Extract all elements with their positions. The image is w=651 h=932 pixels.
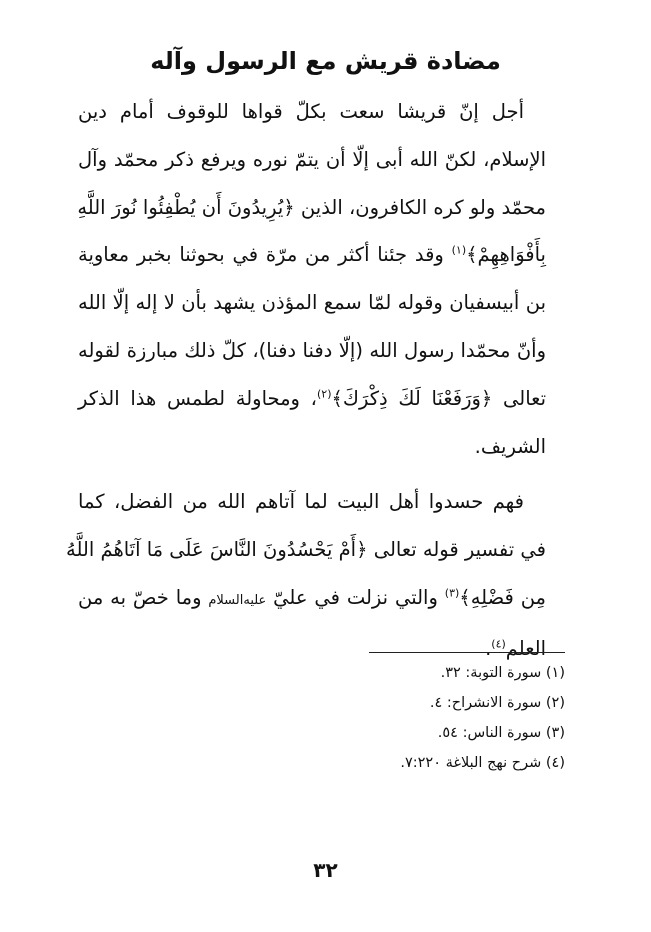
text-line (78, 231, 568, 279)
text-segment: وقد جئنا أكثر من مرّة في بحوثنا بخبر معاوية (78, 243, 444, 267)
paragraph-2 (66, 478, 568, 672)
text-segment: وما خصّ به من (78, 585, 209, 609)
footnote: (٣) سورة الناس: ٥٤. (437, 725, 565, 741)
text-line: الإسلام، لكنّ الله أبى إلّا أن يتمّ نوره ويرفع ذكر محمّد وآل (78, 147, 546, 171)
footnote-divider (369, 652, 565, 653)
quran-quote: مِن فَضْلِهِ﴾ (459, 585, 547, 609)
page-title: مضادة قريش مع الرسول وآله (150, 47, 501, 75)
body-text (66, 88, 568, 673)
footnote: (١) سورة التوبة: ٣٢. (440, 665, 565, 681)
text-line: الشريف. (474, 434, 546, 458)
text-segment: والتي نزلت في عليّ (266, 585, 438, 609)
text-line: محمّد ولو كره الكافرون، الذين ﴿يُرِيدُونَ أَن يُطْفِئُوا نُورَ اللَّهِ (77, 195, 546, 219)
text-segment: . (485, 636, 492, 660)
page-number: ٣٢ (313, 858, 338, 882)
footnote-ref: (٣) (444, 586, 460, 600)
honorific: عليه‌السلام (208, 592, 267, 608)
text-line (78, 375, 568, 423)
footnote: (٤) شرح نهج البلاغة ٧:٢٢٠. (400, 755, 565, 771)
text-line: فهم حسدوا أهل البيت لما آتاهم الله من الفضل، كما (78, 490, 524, 514)
footnote: (٢) سورة الانشراح: ٤. (429, 695, 565, 711)
text-line: وأنّ محمّدا رسول الله (إلّا دفنا دفنا)، كلّ ذلك مبارزة لقوله (78, 338, 546, 362)
footnotes (265, 658, 565, 778)
quran-quote: بِأَفْوَاهِهِمْ﴾ (466, 243, 546, 267)
footnote-ref: (٢) (316, 387, 332, 401)
text-line: في تفسير قوله تعالى ﴿أَمْ يَحْسُدُونَ النَّاسَ عَلَى مَا آتَاهُمُ اللَّهُ (66, 538, 546, 562)
footnote-ref: (١) (451, 243, 467, 257)
text-segment: العلم (505, 636, 546, 660)
text-line: أجل إنّ قريشا سعت بكلّ قواها للوقوف أمام دين (78, 100, 524, 123)
text-line: بن أبيسفيان وقوله لمّا سمع المؤذن يشهد بأن لا إله إلّا الله (78, 291, 546, 315)
paragraph-1 (78, 88, 568, 470)
text-line (78, 574, 568, 625)
text-segment: ، ومحاولة لطمس هذا الذكر (78, 386, 317, 410)
footnote-ref: (٤) (491, 637, 506, 651)
quran-quote: تعالى ﴿وَرَفَعْنَا لَكَ ذِكْرَكَ﴾ (331, 386, 547, 410)
